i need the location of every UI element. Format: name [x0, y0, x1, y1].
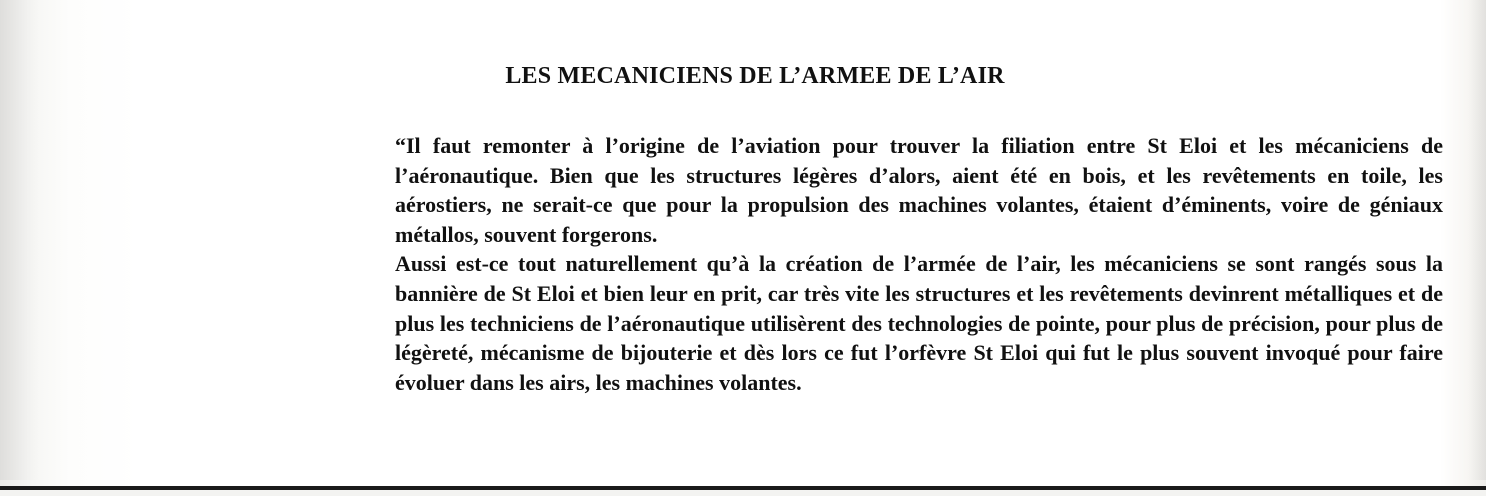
body-text	[395, 131, 1443, 397]
page-title: LES MECANICIENS DE L’ARMEE DE L’AIR	[505, 63, 1005, 89]
paragraph-2: Aussi est-ce tout naturellement qu’à la création de l’armée de l’air, les mécaniciens se sont rangés sous la bannière de St Eloi et bien leur en prit, car très vite les structures et les revêtements devinrent métalliques et de plus les techniciens de l’aéronautique utilisèrent des technologies de pointe, pour plus de précision, pour plus de légèreté, mécanisme de bijouterie et dès lors ce fut l’orfèvre St Eloi qui fut le plus souvent invoqué pour faire évoluer dans les airs, les machines volantes.	[395, 251, 1443, 395]
paragraph-1: “Il faut remonter à l’origine de l’aviation pour trouver la filiation entre St Eloi et les mécaniciens de l’aéronautique. Bien que les structures légères d’alors, aient été en bois, et les revêtements en toile, les aérostiers, ne serait-ce que pour la propulsion des machines volantes, étaient d’éminents, voire de géniaux métallos, souvent forgerons.	[395, 133, 1443, 247]
bottom-margin-strip	[0, 490, 1486, 496]
